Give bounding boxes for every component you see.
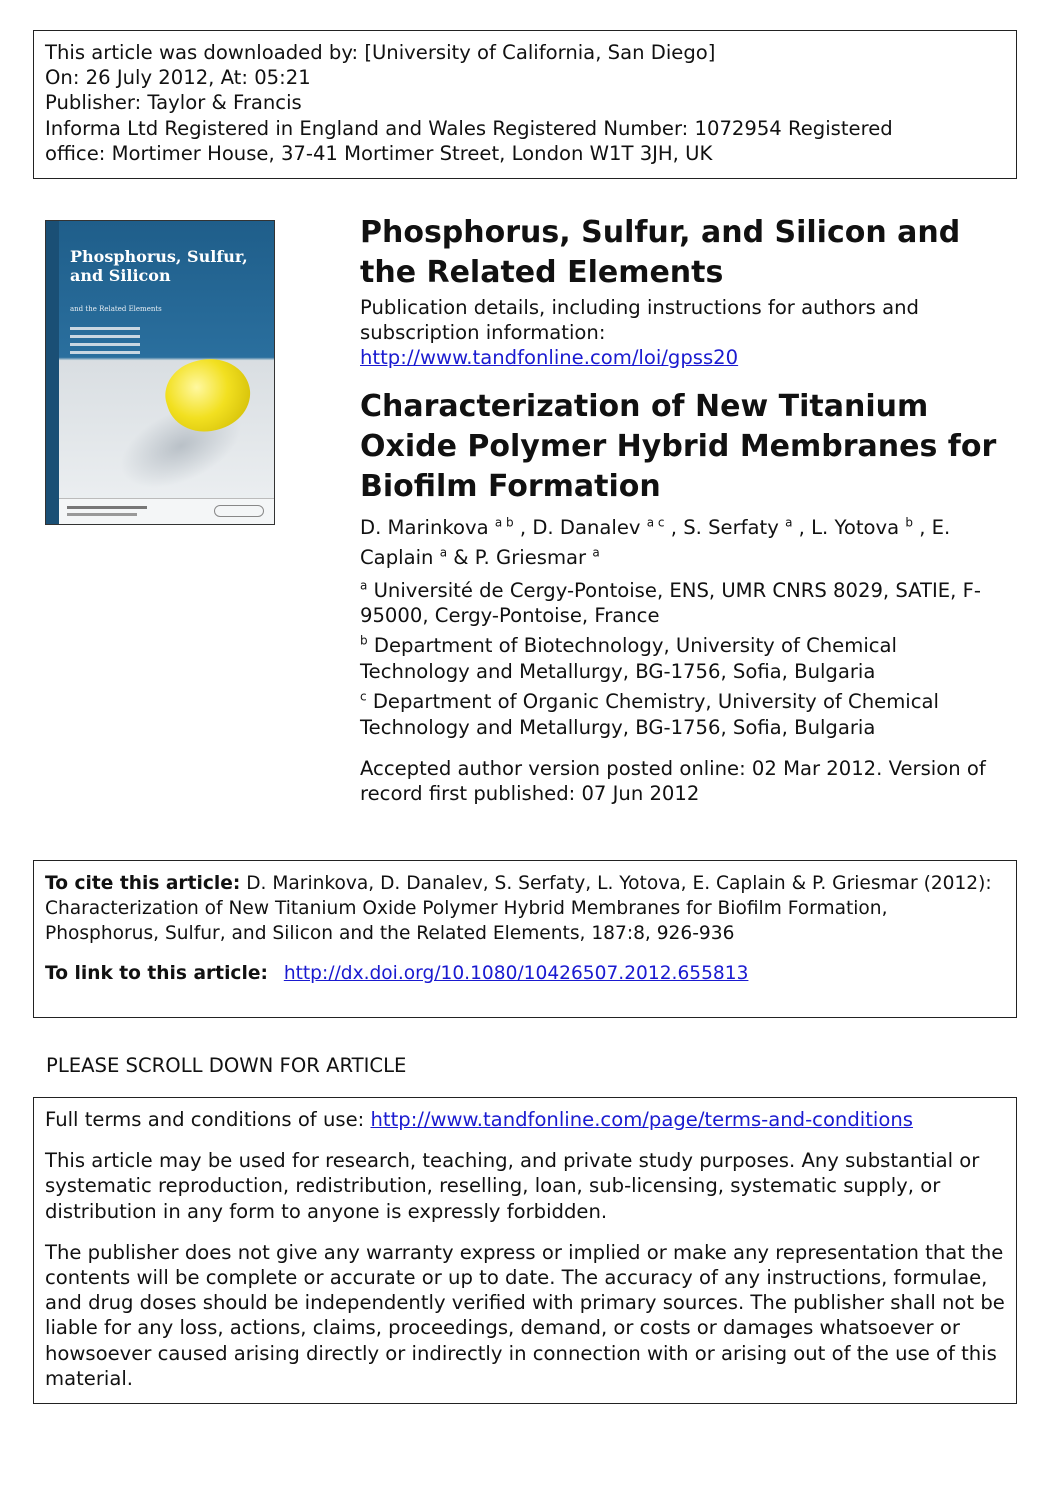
author-list: D. Marinkova $^{a b}$ , D. Danalev $^{a c}$ , S. Serfaty $^a$ , L. Yotova $^b$ , E. Caplain $^a$ & P. Griesmar $^a$ (360, 515, 951, 569)
cover-text-lines (70, 327, 140, 359)
download-notice-box (33, 30, 1017, 179)
journal-title: Phosphorus, Sulfur, and Silicon and the Related Elements (360, 215, 961, 290)
citation-block (45, 871, 1005, 946)
terms-label: Full terms and conditions of use: (45, 1108, 365, 1131)
affiliation (360, 578, 1000, 629)
download-notice-line: Informa Ltd Registered in England and Wales Registered Number: 1072954 Registered (45, 116, 893, 140)
author-name: S. Serfaty (683, 515, 779, 539)
cover-subtitle: and the Related Elements (70, 305, 162, 313)
author-affiliation-mark: a (592, 545, 600, 560)
affiliation-mark: a (360, 578, 368, 593)
download-notice-line: office: Mortimer House, 37-41 Mortimer Street, London W1T 3JH, UK (45, 141, 713, 165)
author-affiliation-mark: a c (646, 515, 665, 530)
terms-link[interactable]: http://www.tandfonline.com/page/terms-and-conditions (370, 1108, 913, 1131)
doi-link[interactable]: http://dx.doi.org/10.1080/10426507.2012.655813 (283, 963, 749, 984)
download-notice-line: Publisher: Taylor & Francis (45, 91, 302, 115)
terms-row (45, 1107, 1005, 1132)
cover-title (70, 247, 274, 285)
publication-details (360, 295, 1000, 371)
author-name: E. Caplain (360, 515, 951, 569)
download-notice-line: On: 26 July 2012, At: 05:21 (45, 66, 311, 90)
terms-paragraph: The publisher does not give any warranty express or implied or make any representation that the contents will be complete or accurate or up to date. The accuracy of any instructions, formulae, and drug doses should be independently verified with primary sources. The publisher shall not be liable for any loss, actions, claims, proceedings, demand, or costs or damages whatsoever or howsoever caused arising directly or indirectly in connection with or arising out of the use of this material. (45, 1240, 1005, 1390)
author-affiliation-mark: a (785, 515, 793, 530)
author-name: D. Marinkova (360, 515, 489, 539)
download-notice-line: This article was downloaded by: [University of California, San Diego] (45, 41, 716, 64)
terms-paragraph: This article may be used for research, teaching, and private study purposes. Any substantial or systematic reproduction, redistribution, reselling, loan, sub-licensing, systematic supply, or distribution in any form to anyone is expressly forbidden. (45, 1149, 980, 1223)
affiliation (360, 633, 1000, 684)
journal-cover-image (45, 220, 275, 525)
article-title: Characterization of New Titanium Oxide Polymer Hybrid Membranes for Biofilm Formation (360, 388, 997, 504)
author-name: D. Danalev (532, 515, 641, 539)
author-affiliation-mark: a (439, 545, 448, 560)
cite-label: To cite this article: (45, 873, 241, 894)
cite-text: D. Marinkova, D. Danalev, S. Serfaty, L. Yotova, E. Caplain & P. Griesmar (2012): Characterization of New Titanium Oxide Polymer Hybrid Membranes for Biofilm Formation, Phosphorus, Sulfur, and Silicon and the Related Elements, 187:8, 926-936 (45, 873, 992, 944)
affiliation-text: Université de Cergy-Pontoise, ENS, UMR CNRS 8029, SATIE, F-95000, Cergy-Pontoise, France (360, 578, 981, 628)
affiliation-text: Department of Biotechnology, University of Chemical Technology and Metallurgy, BG-1756, Sofia, Bulgaria (360, 634, 897, 683)
cover-footer (59, 498, 274, 524)
cover-title-text: Phosphorus, Sulfur, and Silicon (70, 247, 248, 285)
author-name: L. Yotova (811, 515, 900, 539)
affiliation-text: Department of Organic Chemistry, University of Chemical Technology and Metallurgy, BG-1756, Sofia, Bulgaria (360, 690, 939, 739)
article-link-row (45, 961, 1005, 986)
affiliation-mark: c (360, 689, 367, 704)
cover-spine (46, 221, 59, 524)
terms-box (33, 1097, 1017, 1404)
publisher-logo-icon (214, 505, 264, 517)
affiliation-mark: b (360, 633, 368, 648)
scroll-notice: PLEASE SCROLL DOWN FOR ARTICLE (46, 1054, 407, 1077)
author-affiliation-mark: b (905, 515, 913, 530)
journal-link[interactable]: http://www.tandfonline.com/loi/gpss20 (360, 346, 739, 370)
article-header (360, 213, 1000, 807)
affiliation (360, 689, 1000, 740)
publication-details-text: Publication details, including instructions for authors and subscription information: (360, 296, 919, 345)
link-label: To link to this article: (45, 963, 268, 984)
author-affiliation-mark: a b (494, 515, 514, 530)
publication-history: Accepted author version posted online: 02 Mar 2012. Version of record first published: 07 Jun 2012 (360, 757, 986, 806)
author-name: P. Griesmar (474, 545, 587, 569)
citation-box (33, 860, 1017, 1018)
